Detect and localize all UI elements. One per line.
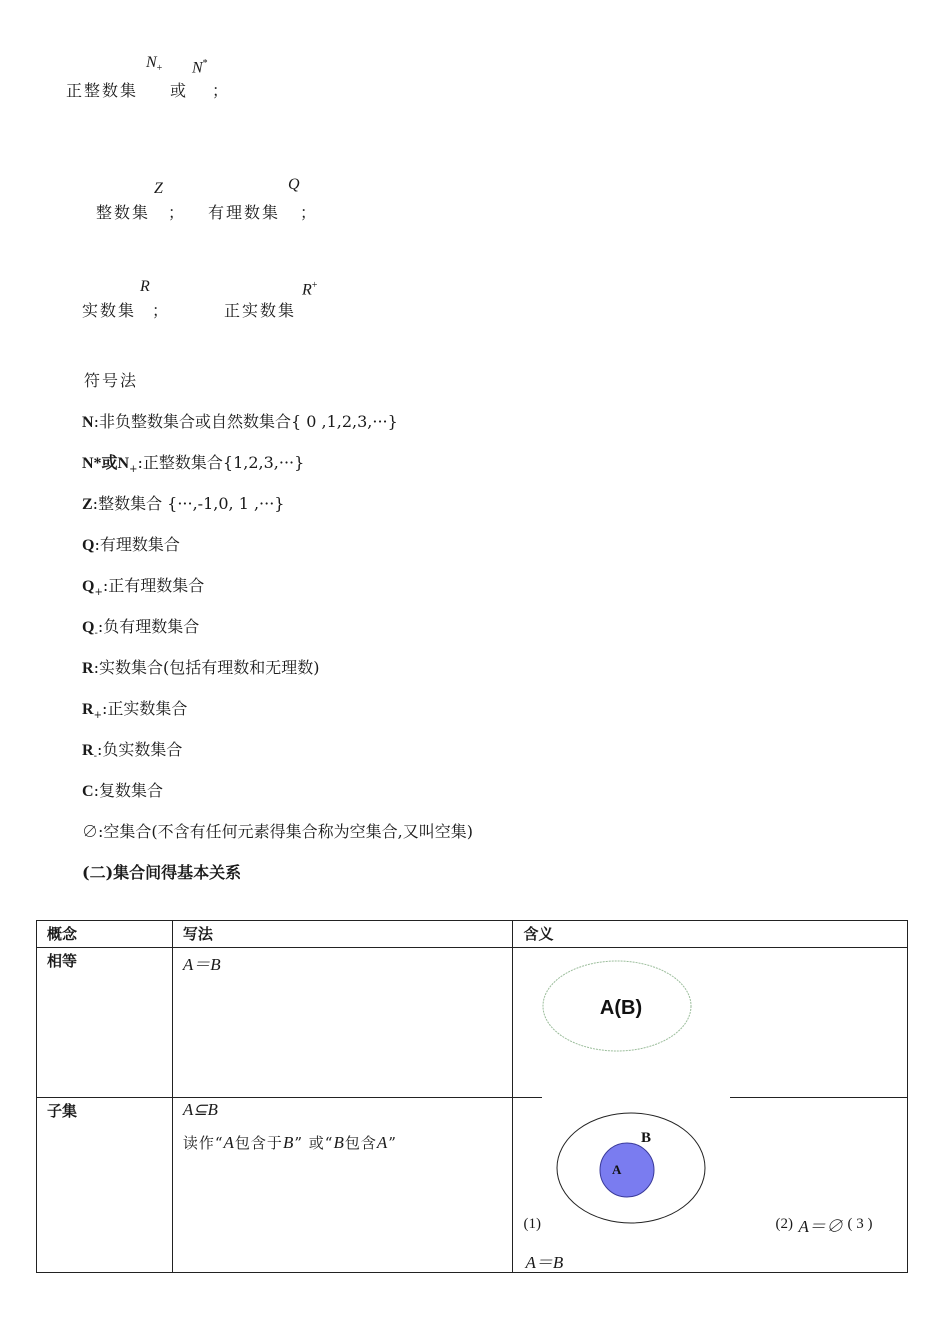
note-1-label: (1) [523, 1216, 541, 1232]
rat-symbol: Q [288, 176, 300, 193]
int-symbol: Z [154, 180, 163, 197]
semicolon: ； [168, 203, 187, 222]
notation-equal: A＝B [172, 948, 513, 1098]
notation-line: ∅:空集合(不含有任何元素得集合称为空集合,又叫空集) [82, 822, 473, 841]
rat-label: 有理数集 [208, 203, 281, 222]
notation-line: C:复数集合 [82, 781, 163, 800]
section-heading: (二)集合间得基本关系 [82, 863, 242, 882]
or-text: 或 [170, 81, 189, 100]
notation-line: $R_+$:正实数集合 [82, 699, 188, 722]
note-2-paren: ( 3 ) [847, 1216, 873, 1232]
notation-line: $Q_+$:正有理数集合 [82, 576, 205, 599]
note-1-math: A＝B [525, 1253, 564, 1272]
header-notation: 写法 [172, 921, 513, 948]
note-2-math: A＝∅ [798, 1217, 843, 1236]
table-row [37, 948, 908, 1098]
subset-venn-diagram [513, 1098, 908, 1274]
pos-real-symbol: R+ [302, 280, 318, 299]
semicolon: ； [152, 301, 171, 320]
pos-int-symbol-n-plus: $N_+$ [146, 54, 163, 75]
notation-line: $Q_-$:负有理数集合 [82, 617, 200, 640]
outer-label-b: B [641, 1130, 652, 1146]
pos-int-label: 正整数集 [66, 81, 139, 100]
meaning-subset-cell [513, 1098, 908, 1273]
equal-diagram-label: A(B) [600, 997, 643, 1019]
notation-line: N*或$N_+$:正整数集合{1,2,3,···} [82, 453, 305, 476]
notation-subset-cell [172, 1098, 513, 1273]
relations-table [36, 920, 908, 1273]
notation-line: Q:有理数集合 [82, 535, 180, 554]
header-meaning: 含义 [513, 921, 908, 948]
notation-subset: A⊆B [182, 1100, 218, 1119]
notation-line: N:非负整数集合或自然数集合{ 0 ,1,2,3,···} [82, 412, 398, 431]
note-2-label: (2) [775, 1216, 793, 1232]
equal-venn-diagram [513, 948, 908, 1093]
real-symbol: R [140, 278, 150, 295]
subset-reading: 读作“A包含于B” 或“B包含A” [182, 1133, 397, 1152]
real-label: 实数集 [82, 301, 137, 320]
border-gap [542, 1093, 730, 1098]
pos-int-symbol-n-star: N* [192, 58, 208, 77]
notation-line: Z:整数集合 {···,-1,0, 1 ,···} [82, 494, 285, 513]
notation-line: $R_-$:负实数集合 [82, 740, 183, 763]
table-header-row [37, 921, 908, 948]
notation-line: R:实数集合(包括有理数和无理数) [82, 658, 320, 677]
semicolon: ； [300, 203, 319, 222]
meaning-equal-cell [513, 948, 908, 1098]
semicolon: ； [212, 81, 231, 100]
table-row [37, 1098, 908, 1273]
concept-equal: 相等 [37, 948, 173, 1098]
int-label: 整数集 [96, 203, 151, 222]
notation-title: 符号法 [84, 371, 139, 390]
concept-subset: 子集 [37, 1098, 173, 1273]
header-concept: 概念 [37, 921, 173, 948]
inner-label-a: A [612, 1162, 622, 1177]
pos-real-label: 正实数集 [224, 301, 297, 320]
inner-circle-a [600, 1143, 654, 1197]
